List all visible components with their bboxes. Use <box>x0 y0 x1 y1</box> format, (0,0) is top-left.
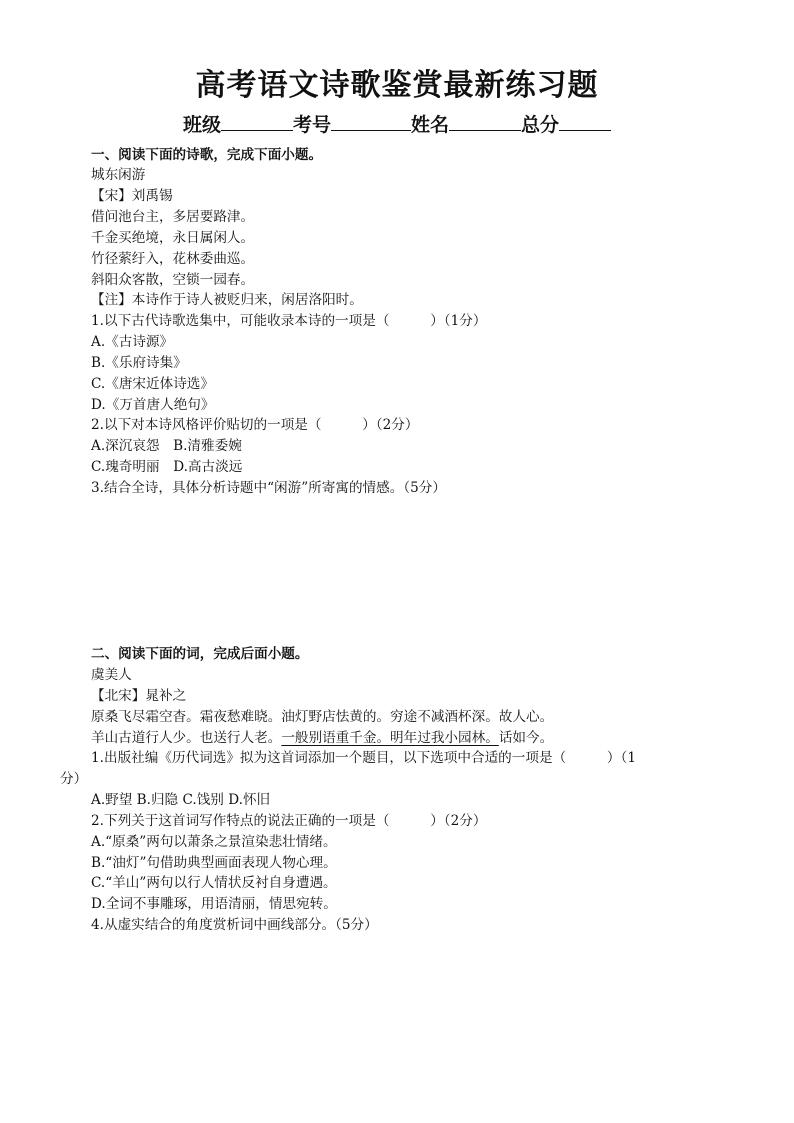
page-title: 高考语文诗歌鉴赏最新练习题 <box>195 68 599 103</box>
section1-question-1: 1.以下古代诗歌选集中，可能收录本诗的一项是（ ）（1分） <box>91 313 487 329</box>
section2-poem-title: 虞美人 <box>91 667 132 683</box>
section2-q2-option: D.全词不事雕琢，用语清丽，情思宛转。 <box>91 896 337 912</box>
section2-poem-line <box>91 729 553 747</box>
class-label: 班级 <box>182 114 221 136</box>
section1-heading: 一、阅读下面的诗歌，完成下面小题。 <box>91 147 323 163</box>
section1-poem-line: 借问池台主，多居要路津。 <box>91 209 255 225</box>
score-label: 总分 <box>521 114 560 136</box>
section1-question-3: 3.结合全诗，具体分析诗题中“闲游”所寄寓的情感。（5分） <box>91 480 446 496</box>
section2-q2-option: A.“原桑”两句以萧条之景渲染悲壮情绪。 <box>91 834 337 850</box>
section2-question-4: 4.从虚实结合的角度赏析词中画线部分。（5分） <box>91 917 378 933</box>
section1-q2-option: C.瑰奇明丽 D.高古淡远 <box>91 459 243 475</box>
number-blank <box>331 114 411 131</box>
section2-author: 【北宋】晁补之 <box>91 688 187 704</box>
section1-question-2: 2.以下对本诗风格评价贴切的一项是（ ）（2分） <box>91 417 419 433</box>
section2-question-1: 1.出版社编《历代词选》拟为这首词添加一个题目，以下选项中合适的一项是（ ）（1 <box>91 750 636 766</box>
student-info-line <box>0 110 794 137</box>
number-label: 考号 <box>292 114 331 136</box>
section1-poem-title: 城东闲游 <box>91 167 146 183</box>
section1-q1-option: B.《乐府诗集》 <box>91 355 187 371</box>
section1-q1-option: A.《古诗源》 <box>91 334 174 350</box>
section2-poem-line: 原桑飞尽霜空杳。霜夜愁难晓。油灯野店怯黄的。穷途不减酒杯深。故人心。 <box>91 709 554 725</box>
poem-line-plain: 羊山古道行人少。也送行人老。 <box>91 730 282 746</box>
section1-poem-line: 千金买绝境，永日属闲人。 <box>91 230 255 246</box>
section1-q1-option: C.《唐宋近体诗选》 <box>91 376 214 392</box>
poem-line-underlined: 一般别语重千金。明年过我小园林。 <box>281 730 499 746</box>
section1-q1-option: D.《万首唐人绝句》 <box>91 397 215 413</box>
section1-poem-line: 斜阳众客散，空锁一园春。 <box>91 272 255 288</box>
section2-heading: 二、阅读下面的词，完成后面小题。 <box>91 646 309 662</box>
section1-poem-line: 竹径萦纡入，花林委曲巡。 <box>91 251 255 267</box>
section1-q2-option: A.深沉哀怨 B.清雅委婉 <box>91 438 242 454</box>
name-label: 姓名 <box>411 114 450 136</box>
section2-question-2: 2.下列关于这首词写作特点的说法正确的一项是（ ）（2分） <box>91 813 487 829</box>
section1-author: 【宋】刘禹锡 <box>91 188 173 204</box>
section2-q2-option: C.“羊山”两句以行人情状反衬自身遭遇。 <box>91 875 337 891</box>
section2-question-1-cont: 分） <box>60 771 88 787</box>
section2-q2-option: B.“油灯”句借助典型画面表现人物心理。 <box>91 855 337 871</box>
name-blank <box>449 114 521 131</box>
section2-q1-options: A.野望 B.归隐 C.饯别 D.怀旧 <box>91 792 271 808</box>
class-blank <box>221 114 293 131</box>
score-blank <box>559 114 611 131</box>
section1-note: 【注】本诗作于诗人被贬归来，闲居洛阳时。 <box>91 292 363 308</box>
poem-line-tail: 话如今。 <box>498 730 554 746</box>
